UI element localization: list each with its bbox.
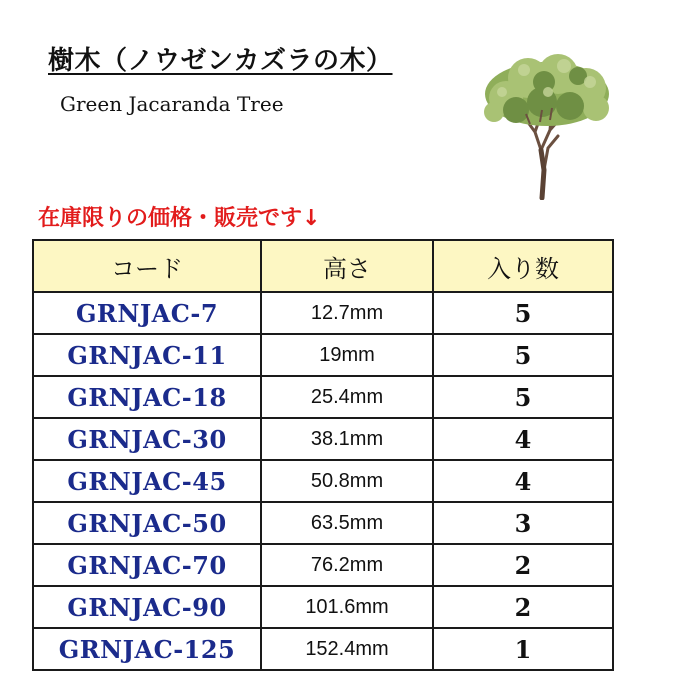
product-quantity: 4: [433, 418, 613, 460]
product-code: GRNJAC-30: [33, 418, 261, 460]
product-code: GRNJAC-7: [33, 292, 261, 334]
product-code: GRNJAC-70: [33, 544, 261, 586]
product-code: GRNJAC-125: [33, 628, 261, 670]
table-row: [33, 334, 613, 376]
table-row: [33, 292, 613, 334]
page-title: 樹木（ノウゼンカズラの木）: [48, 46, 393, 76]
product-code: GRNJAC-18: [33, 376, 261, 418]
product-code: GRNJAC-90: [33, 586, 261, 628]
product-table: [32, 239, 614, 671]
product-height: 38.1mm: [261, 418, 433, 460]
product-height: 25.4mm: [261, 376, 433, 418]
product-height: 76.2mm: [261, 544, 433, 586]
product-height: 101.6mm: [261, 586, 433, 628]
product-quantity: 4: [433, 460, 613, 502]
product-height: 50.8mm: [261, 460, 433, 502]
product-quantity: 1: [433, 628, 613, 670]
table-row: [33, 418, 613, 460]
table-row: [33, 586, 613, 628]
table-row: [33, 544, 613, 586]
table-header-row: [33, 240, 613, 292]
product-height: 63.5mm: [261, 502, 433, 544]
product-quantity: 5: [433, 376, 613, 418]
product-quantity: 2: [433, 586, 613, 628]
table-row: [33, 628, 613, 670]
page-subtitle: Green Jacaranda Tree: [60, 92, 284, 116]
product-code: GRNJAC-45: [33, 460, 261, 502]
column-header-quantity: 入り数: [433, 240, 613, 292]
product-height: 152.4mm: [261, 628, 433, 670]
product-code: GRNJAC-50: [33, 502, 261, 544]
stock-notice: 在庫限りの価格・販売です↓: [38, 206, 321, 231]
product-quantity: 2: [433, 544, 613, 586]
product-height: 12.7mm: [261, 292, 433, 334]
product-quantity: 5: [433, 292, 613, 334]
product-quantity: 5: [433, 334, 613, 376]
tree-photo: [478, 52, 616, 200]
product-height: 19mm: [261, 334, 433, 376]
table-row: [33, 502, 613, 544]
column-header-height: 高さ: [261, 240, 433, 292]
product-quantity: 3: [433, 502, 613, 544]
table-row: [33, 460, 613, 502]
product-code: GRNJAC-11: [33, 334, 261, 376]
table-row: [33, 376, 613, 418]
column-header-code: コード: [33, 240, 261, 292]
